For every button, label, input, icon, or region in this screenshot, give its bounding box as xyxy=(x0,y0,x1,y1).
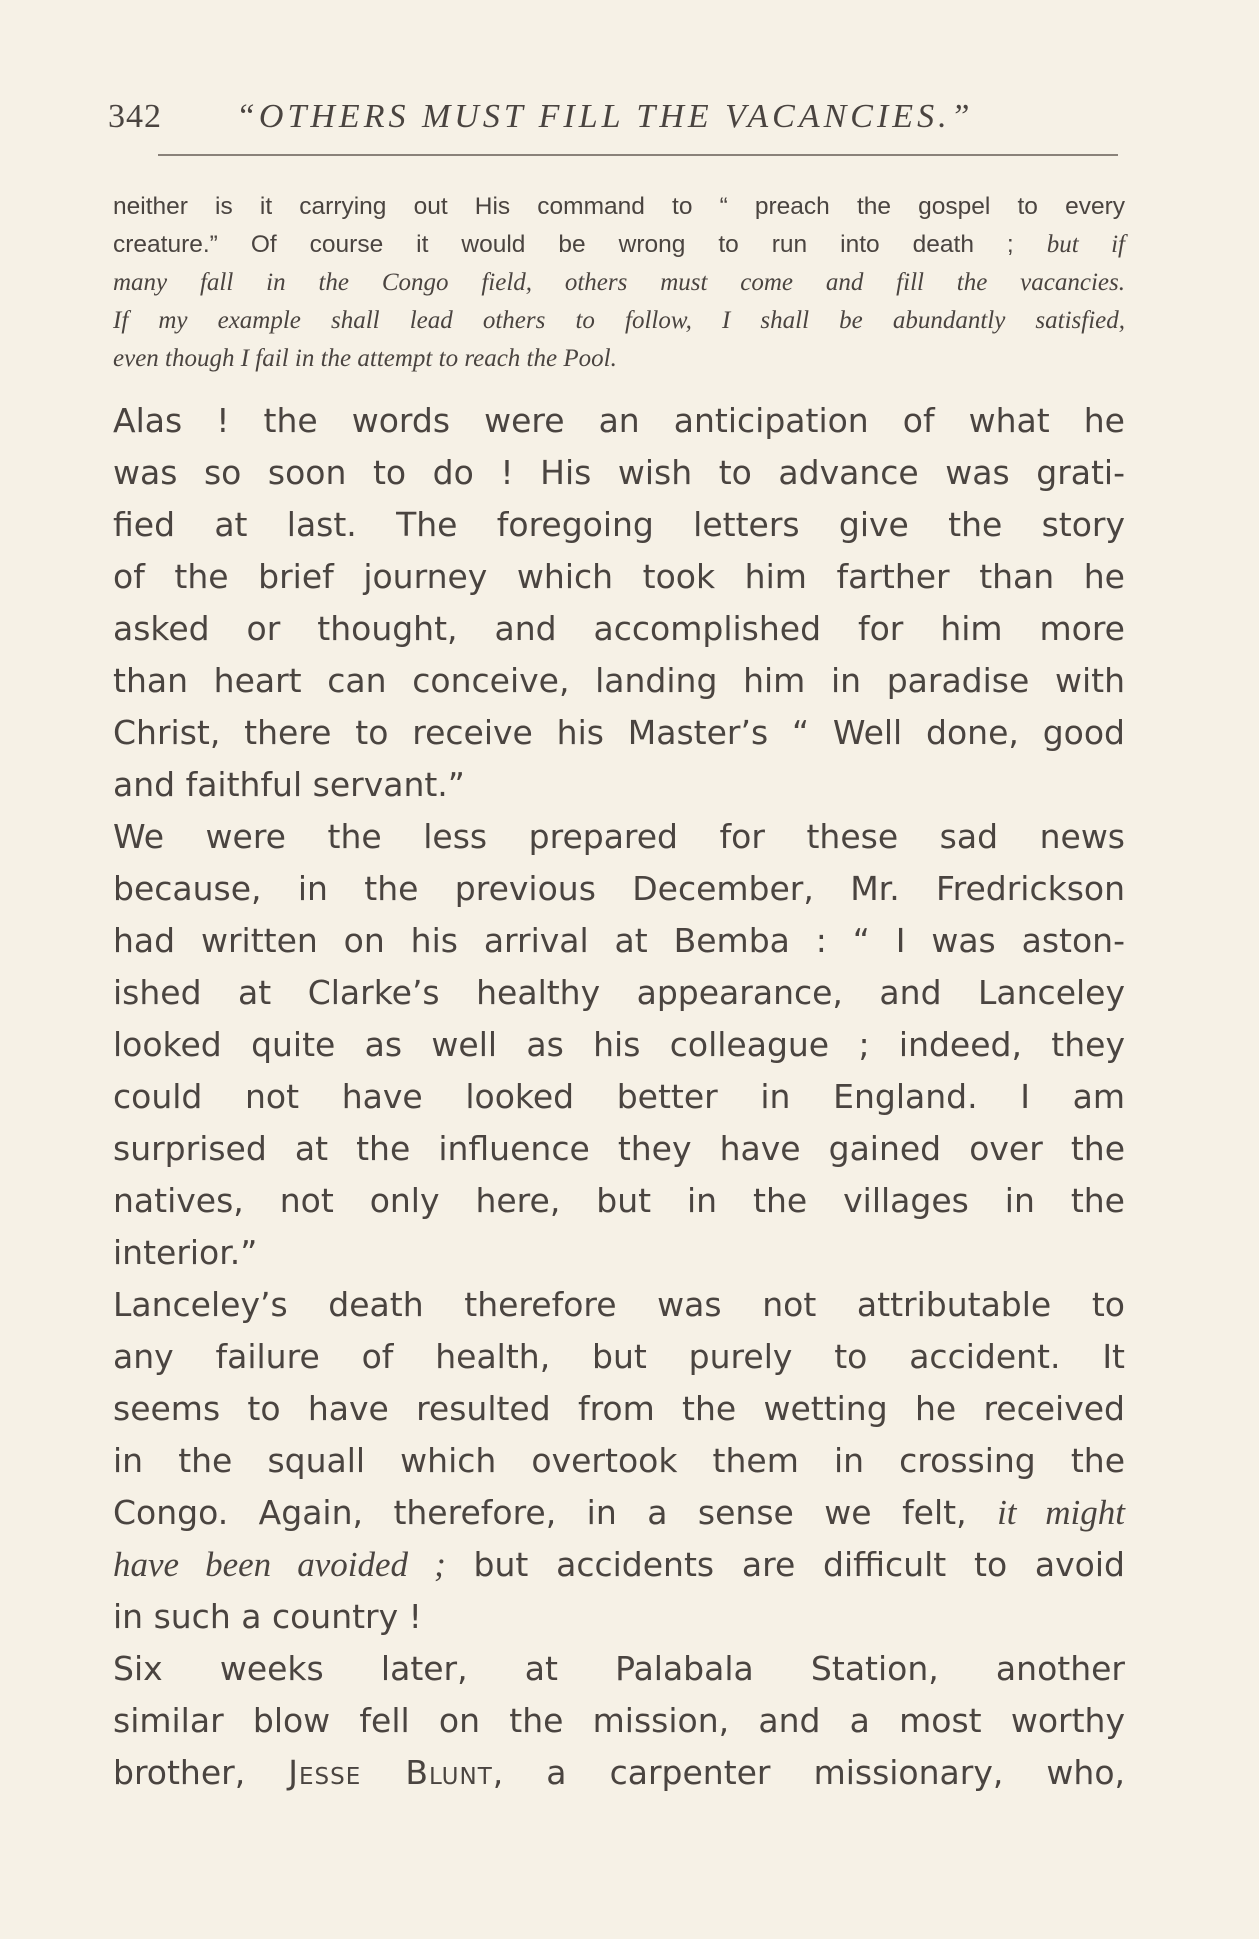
text-line: Congo. Again, therefore, in a sense we felt, it might xyxy=(113,1493,1125,1532)
text-line: seems to have resulted from the wetting he received xyxy=(113,1389,1125,1428)
quote-line: creature.” Of course it would be wrong to run into death ; but if xyxy=(113,231,1125,258)
text-line: interior.” xyxy=(113,1233,258,1272)
text-line: surprised at the influence they have gained over the xyxy=(113,1129,1125,1168)
page-number: 342 xyxy=(108,98,162,135)
italic-phrase: have been avoided ; xyxy=(113,1545,446,1584)
text-line: Six weeks later, at Palabala Station, another xyxy=(113,1649,1125,1688)
quote-italic: but if xyxy=(1046,231,1125,258)
paragraph-1 xyxy=(113,395,1125,811)
text-line: was so soon to do ! His wish to advance was grati- xyxy=(113,453,1125,492)
quote-line: many fall in the Congo field, others must come and fill the vacancies. xyxy=(113,269,1125,296)
text-line: had written on his arrival at Bemba : “ I was aston- xyxy=(113,921,1125,960)
text-line: in the squall which overtook them in crossing the xyxy=(113,1441,1125,1480)
header-rule xyxy=(158,154,1118,156)
person-name: Jesse Blunt xyxy=(288,1753,493,1792)
text-line: natives, not only here, but in the villages in the xyxy=(113,1181,1125,1220)
quote-line: even though I fail in the attempt to reach the Pool. xyxy=(113,345,617,372)
text-line: brother, Jesse Blunt, a carpenter missionary, who, xyxy=(113,1753,1125,1792)
text-line: Alas ! the words were an anticipation of what he xyxy=(113,401,1125,440)
body-text xyxy=(113,395,1125,1799)
paragraph-3 xyxy=(113,1279,1125,1643)
running-title: “OTHERS MUST FILL THE VACANCIES.” xyxy=(236,98,974,135)
text-line: have been avoided ; but accidents are difficult to avoid xyxy=(113,1545,1125,1584)
text-line: looked quite as well as his colleague ; indeed, they xyxy=(113,1025,1125,1064)
text-line: of the brief journey which took him farther than he xyxy=(113,557,1125,596)
quote-line: neither is it carrying out His command to “ preach the gospel to every xyxy=(113,193,1125,220)
text-line: fied at last. The foregoing letters give the story xyxy=(113,505,1125,544)
text-line: Lanceley’s death therefore was not attributable to xyxy=(113,1285,1125,1324)
text-line: in such a country ! xyxy=(113,1597,422,1636)
text-line: Christ, there to receive his Master’s “ Well done, good xyxy=(113,713,1125,752)
text-line: ished at Clarke’s healthy appearance, and Lanceley xyxy=(113,973,1125,1012)
text-line: because, in the previous December, Mr. Fredrickson xyxy=(113,869,1125,908)
italic-phrase: it might xyxy=(997,1493,1125,1532)
paragraph-2 xyxy=(113,811,1125,1279)
text-line: could not have looked better in England. I am xyxy=(113,1077,1125,1116)
quote-line: If my example shall lead others to follow, I shall be abundantly satisfied, xyxy=(113,307,1125,334)
text-line: asked or thought, and accomplished for him more xyxy=(113,609,1125,648)
text-line: and faithful servant.” xyxy=(113,765,465,804)
text-line: than heart can conceive, landing him in paradise with xyxy=(113,661,1125,700)
paragraph-4 xyxy=(113,1643,1125,1799)
text-line: We were the less prepared for these sad news xyxy=(113,817,1125,856)
quoted-letter-excerpt xyxy=(113,188,1125,378)
running-header xyxy=(108,88,1158,148)
text-line: any failure of health, but purely to accident. It xyxy=(113,1337,1125,1376)
text-line: similar blow fell on the mission, and a most worthy xyxy=(113,1701,1125,1740)
